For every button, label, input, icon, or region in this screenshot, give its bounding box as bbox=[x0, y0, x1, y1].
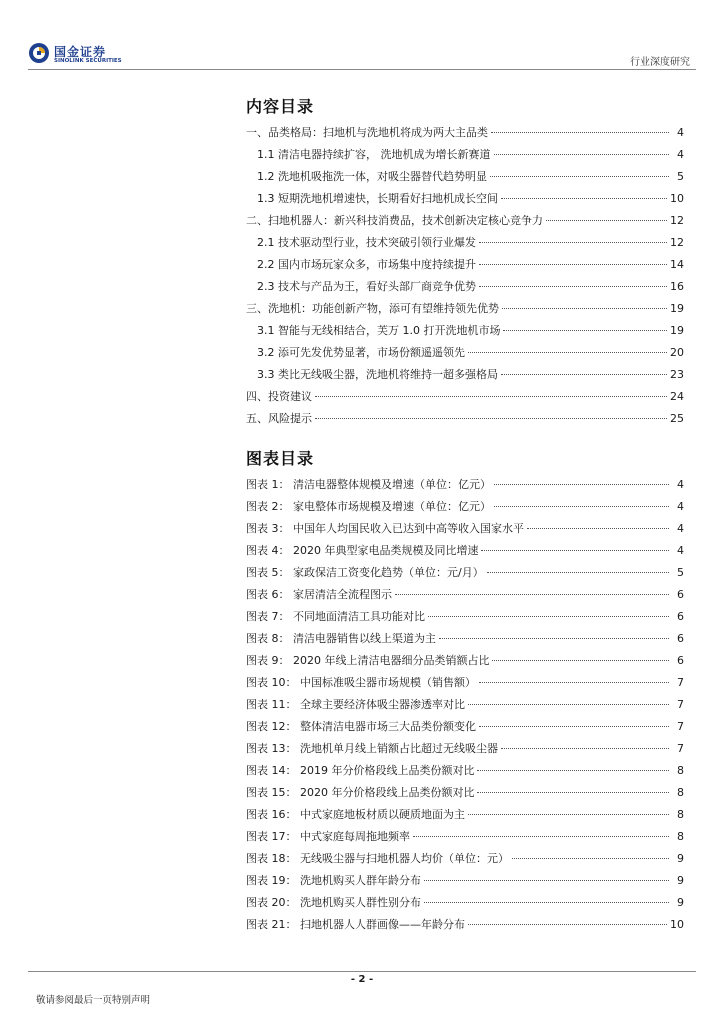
toc-entry-page: 16 bbox=[670, 280, 684, 293]
figure-entry[interactable] bbox=[246, 496, 684, 518]
figure-entry[interactable] bbox=[246, 606, 684, 628]
toc-entry-page: 5 bbox=[677, 170, 684, 183]
toc-entry-label: 1.3 短期洗地机增速快，长期看好扫地机成长空间 bbox=[257, 192, 498, 205]
dot-leader bbox=[477, 792, 669, 793]
footer-divider bbox=[28, 971, 696, 972]
figure-entry[interactable] bbox=[246, 804, 684, 826]
toc-entry-page: 19 bbox=[670, 324, 684, 337]
dot-leader bbox=[546, 220, 667, 221]
figure-entry-page: 7 bbox=[677, 698, 684, 711]
dot-leader bbox=[424, 880, 669, 881]
figure-entry-label: 图表 19： 洗地机购买人群年龄分布 bbox=[246, 874, 421, 887]
figure-entry[interactable] bbox=[246, 892, 684, 914]
figure-entry[interactable] bbox=[246, 584, 684, 606]
figure-entry-page: 9 bbox=[677, 852, 684, 865]
figure-entry[interactable] bbox=[246, 562, 684, 584]
figure-entry-label: 图表 21： 扫地机器人人群画像——年龄分布 bbox=[246, 918, 465, 931]
figure-entry-label: 图表 11： 全球主要经济体吸尘器渗透率对比 bbox=[246, 698, 465, 711]
dot-leader bbox=[494, 484, 669, 485]
figure-entry-page: 9 bbox=[677, 896, 684, 909]
figure-entry-label: 图表 3： 中国年人均国民收入已达到中高等收入国家水平 bbox=[246, 522, 524, 535]
dot-leader bbox=[428, 616, 669, 617]
toc-entry-label: 三、洗地机：功能创新产物，添可有望维持领先优势 bbox=[246, 302, 499, 315]
dot-leader bbox=[468, 704, 669, 705]
figure-entry-page: 7 bbox=[677, 676, 684, 689]
toc-entry[interactable] bbox=[246, 386, 684, 408]
figure-entry-page: 4 bbox=[677, 478, 684, 491]
dot-leader bbox=[487, 572, 669, 573]
figure-entry-page: 9 bbox=[677, 874, 684, 887]
toc-entry-page: 14 bbox=[670, 258, 684, 271]
figure-entry-label: 图表 12： 整体清洁电器市场三大品类份额变化 bbox=[246, 720, 476, 733]
toc-entry[interactable] bbox=[246, 122, 684, 144]
dot-leader bbox=[479, 264, 667, 265]
figure-entry[interactable] bbox=[246, 914, 684, 936]
dot-leader bbox=[315, 418, 667, 419]
dot-leader bbox=[468, 814, 669, 815]
logo-text-en: SINOLINK SECURITIES bbox=[54, 58, 122, 64]
dot-leader bbox=[468, 924, 667, 925]
toc-entry-label: 五、风险提示 bbox=[246, 412, 312, 425]
toc-entry[interactable] bbox=[246, 408, 684, 430]
page-header bbox=[0, 0, 724, 70]
figures-title: 图表目录 bbox=[246, 449, 315, 468]
figure-entry-page: 6 bbox=[677, 588, 684, 601]
figure-entry-label: 图表 1： 清洁电器整体规模及增速（单位：亿元） bbox=[246, 478, 491, 491]
dot-leader bbox=[501, 374, 667, 375]
toc-entry-page: 20 bbox=[670, 346, 684, 359]
toc-entry[interactable] bbox=[246, 276, 684, 298]
dot-leader bbox=[424, 902, 669, 903]
toc-entry-page: 12 bbox=[670, 236, 684, 249]
toc-entry[interactable] bbox=[246, 232, 684, 254]
toc-entry-page: 25 bbox=[670, 412, 684, 425]
toc-entry-label: 一、品类格局：扫地机与洗地机将成为两大主品类 bbox=[246, 126, 488, 139]
dot-leader bbox=[439, 638, 669, 639]
figure-entry[interactable] bbox=[246, 760, 684, 782]
toc-entry-label: 1.2 洗地机吸拖洗一体，对吸尘器替代趋势明显 bbox=[257, 170, 487, 183]
toc-entry[interactable] bbox=[246, 188, 684, 210]
toc-entry-label: 3.1 智能与无线相结合，芙万 1.0 打开洗地机市场 bbox=[257, 324, 501, 337]
toc-entry[interactable] bbox=[246, 254, 684, 276]
figure-entry-label: 图表 9： 2020 年线上清洁电器细分品类销额占比 bbox=[246, 654, 490, 667]
figure-entry[interactable] bbox=[246, 694, 684, 716]
toc-entry-label: 3.2 添可先发优势显著，市场份额遥遥领先 bbox=[257, 346, 465, 359]
dot-leader bbox=[494, 154, 670, 155]
figure-entry-label: 图表 10： 中国标准吸尘器市场规模（销售额） bbox=[246, 676, 476, 689]
figure-entry[interactable] bbox=[246, 540, 684, 562]
figure-entry-label: 图表 5： 家政保洁工资变化趋势（单位：元/月） bbox=[246, 566, 484, 579]
dot-leader bbox=[479, 286, 667, 287]
toc-entry-page: 24 bbox=[670, 390, 684, 403]
figure-entry-label: 图表 2： 家电整体市场规模及增速（单位：亿元） bbox=[246, 500, 491, 513]
dot-leader bbox=[501, 198, 667, 199]
toc-entry-label: 二、扫地机器人：新兴科技消费品，技术创新决定核心竞争力 bbox=[246, 214, 543, 227]
figure-entry-page: 4 bbox=[677, 500, 684, 513]
dot-leader bbox=[502, 308, 667, 309]
figure-entry-page: 6 bbox=[677, 654, 684, 667]
toc-entry[interactable] bbox=[246, 298, 684, 320]
toc-entry-page: 4 bbox=[677, 148, 684, 161]
figure-entry-page: 7 bbox=[677, 720, 684, 733]
toc-entry-page: 12 bbox=[670, 214, 684, 227]
figure-entry-page: 6 bbox=[677, 610, 684, 623]
figure-entry-page: 7 bbox=[677, 742, 684, 755]
figure-entry[interactable] bbox=[246, 518, 684, 540]
toc-entry-label: 2.1 技术驱动型行业，技术突破引领行业爆发 bbox=[257, 236, 476, 249]
figures-list bbox=[246, 474, 684, 936]
figure-entry-label: 图表 14： 2019 年分价格段线上品类份额对比 bbox=[246, 764, 475, 777]
figure-entry-label: 图表 15： 2020 年分价格段线上品类份额对比 bbox=[246, 786, 475, 799]
figure-entry-page: 8 bbox=[677, 786, 684, 799]
figure-entry[interactable] bbox=[246, 848, 684, 870]
dot-leader bbox=[494, 506, 669, 507]
dot-leader bbox=[315, 396, 667, 397]
contents-list bbox=[246, 122, 684, 430]
dot-leader bbox=[492, 660, 669, 661]
dot-leader bbox=[491, 132, 669, 133]
report-type-label: 行业深度研究 bbox=[630, 57, 690, 68]
figure-entry[interactable] bbox=[246, 716, 684, 738]
figure-entry[interactable] bbox=[246, 650, 684, 672]
toc-entry-page: 19 bbox=[670, 302, 684, 315]
figure-entry[interactable] bbox=[246, 474, 684, 496]
figure-entry-label: 图表 13： 洗地机单月线上销额占比超过无线吸尘器 bbox=[246, 742, 498, 755]
toc-entry[interactable] bbox=[246, 364, 684, 386]
figure-entry-label: 图表 4： 2020 年典型家电品类规模及同比增速 bbox=[246, 544, 479, 557]
dot-leader bbox=[413, 836, 669, 837]
dot-leader bbox=[501, 748, 669, 749]
footer-disclaimer: 敬请参阅最后一页特别声明 bbox=[36, 995, 151, 1006]
dot-leader bbox=[481, 550, 669, 551]
header-divider bbox=[28, 69, 696, 70]
dot-leader bbox=[512, 858, 669, 859]
page-number: - 2 - bbox=[350, 974, 374, 985]
dot-leader bbox=[527, 528, 669, 529]
figure-entry[interactable] bbox=[246, 782, 684, 804]
sinolink-logo-icon bbox=[28, 42, 50, 64]
dot-leader bbox=[479, 242, 667, 243]
figure-entry[interactable] bbox=[246, 738, 684, 760]
dot-leader bbox=[479, 726, 669, 727]
figure-entry-page: 10 bbox=[670, 918, 684, 931]
figure-entry-page: 5 bbox=[677, 566, 684, 579]
logo-text-cn: 国金证券 bbox=[54, 45, 107, 59]
toc-entry-label: 1.1 清洁电器持续扩容， 洗地机成为增长新赛道 bbox=[257, 148, 491, 161]
dot-leader bbox=[468, 352, 667, 353]
figure-entry-page: 8 bbox=[677, 830, 684, 843]
contents-title: 内容目录 bbox=[246, 97, 315, 116]
toc-entry[interactable] bbox=[246, 210, 684, 232]
toc-entry[interactable] bbox=[246, 342, 684, 364]
figure-entry-label: 图表 16： 中式家庭地板材质以硬质地面为主 bbox=[246, 808, 465, 821]
toc-entry-label: 3.3 类比无线吸尘器，洗地机将维持一超多强格局 bbox=[257, 368, 498, 381]
figure-entry-page: 4 bbox=[677, 544, 684, 557]
company-logo bbox=[28, 42, 138, 68]
figure-entry[interactable] bbox=[246, 672, 684, 694]
dot-leader bbox=[490, 176, 669, 177]
figure-entry[interactable] bbox=[246, 870, 684, 892]
figure-entry-page: 6 bbox=[677, 632, 684, 645]
toc-entry-label: 2.3 技术与产品为王，看好头部厂商竞争优势 bbox=[257, 280, 476, 293]
dot-leader bbox=[479, 682, 669, 683]
figure-entry[interactable] bbox=[246, 826, 684, 848]
toc-entry-page: 23 bbox=[670, 368, 684, 381]
figure-entry-label: 图表 7： 不同地面清洁工具功能对比 bbox=[246, 610, 425, 623]
dot-leader bbox=[477, 770, 669, 771]
toc-entry[interactable] bbox=[246, 320, 684, 342]
figure-entry-label: 图表 8： 清洁电器销售以线上渠道为主 bbox=[246, 632, 436, 645]
figure-entry-page: 4 bbox=[677, 522, 684, 535]
toc-entry[interactable] bbox=[246, 144, 684, 166]
toc-entry[interactable] bbox=[246, 166, 684, 188]
figure-entry[interactable] bbox=[246, 628, 684, 650]
figure-entry-label: 图表 20： 洗地机购买人群性别分布 bbox=[246, 896, 421, 909]
toc-entry-label: 2.2 国内市场玩家众多，市场集中度持续提升 bbox=[257, 258, 476, 271]
dot-leader bbox=[395, 594, 669, 595]
toc-entry-page: 10 bbox=[670, 192, 684, 205]
figure-entry-page: 8 bbox=[677, 764, 684, 777]
figure-entry-label: 图表 17： 中式家庭每周拖地频率 bbox=[246, 830, 410, 843]
dot-leader bbox=[503, 330, 667, 331]
toc-entry-label: 四、投资建议 bbox=[246, 390, 312, 403]
figure-entry-label: 图表 18： 无线吸尘器与扫地机器人均价（单位：元） bbox=[246, 852, 509, 865]
toc-entry-page: 4 bbox=[677, 126, 684, 139]
figure-entry-page: 8 bbox=[677, 808, 684, 821]
figure-entry-label: 图表 6： 家居清洁全流程图示 bbox=[246, 588, 392, 601]
